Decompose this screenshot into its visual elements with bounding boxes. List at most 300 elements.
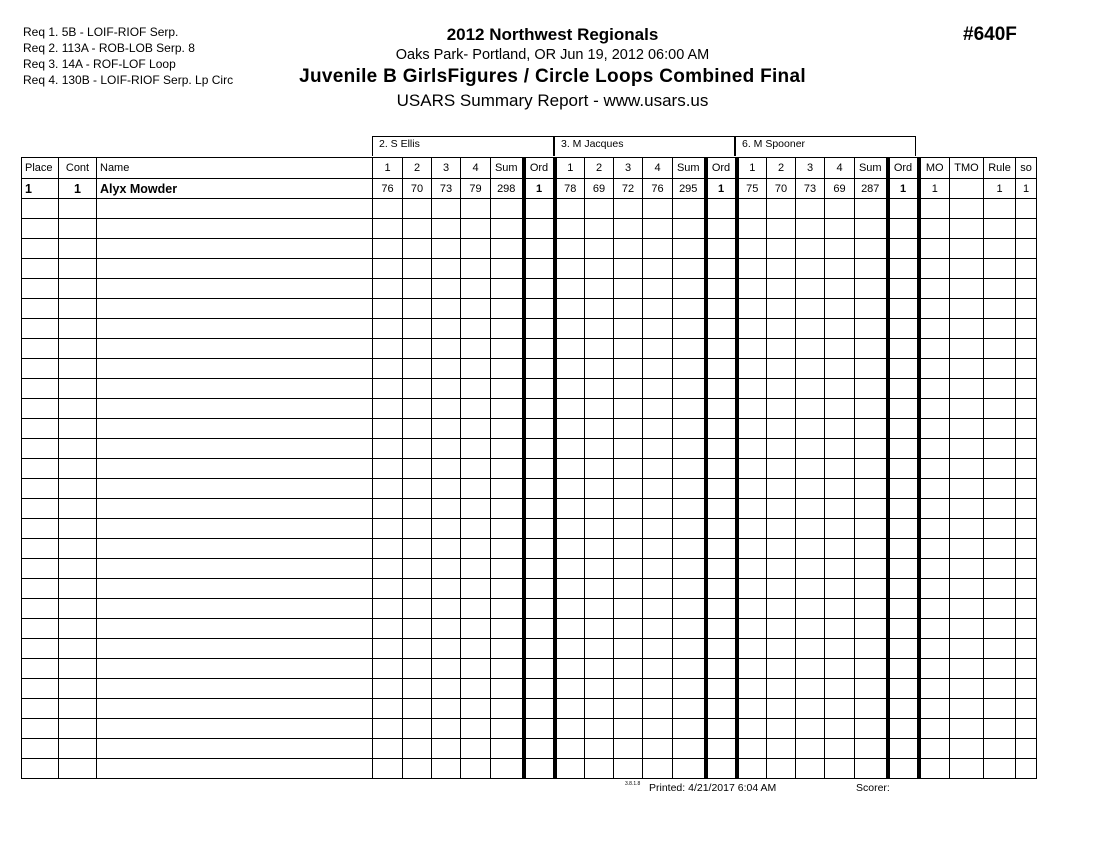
cell-j1-score3: 73 xyxy=(432,179,461,199)
empty-cell xyxy=(585,599,614,619)
header-j2-fig3: 3 xyxy=(614,158,643,179)
empty-cell xyxy=(643,479,673,499)
empty-cell xyxy=(97,239,373,259)
empty-cell xyxy=(373,759,403,779)
empty-cell xyxy=(614,459,643,479)
empty-cell xyxy=(1016,479,1037,499)
empty-cell xyxy=(373,239,403,259)
empty-cell xyxy=(888,559,919,579)
empty-cell xyxy=(855,479,888,499)
empty-cell xyxy=(461,539,491,559)
empty-cell xyxy=(796,339,825,359)
empty-cell xyxy=(919,359,950,379)
empty-cell xyxy=(888,419,919,439)
empty-cell xyxy=(555,739,585,759)
empty-cell xyxy=(461,199,491,219)
empty-cell xyxy=(919,399,950,419)
empty-cell xyxy=(403,419,432,439)
empty-cell xyxy=(706,639,737,659)
version-label: 3.8.1.8 xyxy=(625,781,641,787)
empty-cell xyxy=(432,559,461,579)
empty-row xyxy=(22,539,1037,559)
empty-cell xyxy=(706,399,737,419)
empty-cell xyxy=(432,239,461,259)
empty-cell xyxy=(373,399,403,419)
empty-cell xyxy=(767,239,796,259)
empty-cell xyxy=(22,279,59,299)
empty-cell xyxy=(673,419,706,439)
empty-cell xyxy=(432,619,461,639)
empty-cell xyxy=(59,659,97,679)
empty-cell xyxy=(984,539,1016,559)
empty-cell xyxy=(491,239,524,259)
printed-date: Printed: 4/21/2017 6:04 AM xyxy=(649,782,777,794)
empty-cell xyxy=(432,219,461,239)
empty-cell xyxy=(855,439,888,459)
empty-cell xyxy=(706,219,737,239)
empty-cell xyxy=(22,199,59,219)
empty-cell xyxy=(825,199,855,219)
empty-row xyxy=(22,619,1037,639)
empty-cell xyxy=(461,259,491,279)
empty-cell xyxy=(432,539,461,559)
empty-cell xyxy=(59,559,97,579)
empty-cell xyxy=(491,199,524,219)
empty-cell xyxy=(432,479,461,499)
empty-cell xyxy=(555,399,585,419)
empty-cell xyxy=(97,279,373,299)
empty-cell xyxy=(855,399,888,419)
empty-cell xyxy=(22,699,59,719)
empty-cell xyxy=(855,419,888,439)
empty-cell xyxy=(643,659,673,679)
empty-cell xyxy=(22,339,59,359)
empty-cell xyxy=(643,239,673,259)
empty-cell xyxy=(524,699,555,719)
empty-cell xyxy=(984,379,1016,399)
empty-cell xyxy=(373,459,403,479)
empty-cell xyxy=(796,639,825,659)
empty-cell xyxy=(767,399,796,419)
empty-cell xyxy=(919,699,950,719)
empty-cell xyxy=(984,719,1016,739)
empty-cell xyxy=(97,759,373,779)
empty-cell xyxy=(919,419,950,439)
empty-cell xyxy=(491,319,524,339)
empty-cell xyxy=(888,499,919,519)
empty-cell xyxy=(403,299,432,319)
empty-cell xyxy=(796,459,825,479)
empty-cell xyxy=(585,199,614,219)
empty-cell xyxy=(673,239,706,259)
empty-cell xyxy=(673,719,706,739)
header-j1-fig3: 3 xyxy=(432,158,461,179)
empty-cell xyxy=(461,579,491,599)
empty-cell xyxy=(855,719,888,739)
empty-cell xyxy=(950,519,984,539)
empty-cell xyxy=(888,639,919,659)
empty-cell xyxy=(373,679,403,699)
empty-cell xyxy=(950,239,984,259)
empty-cell xyxy=(555,479,585,499)
empty-cell xyxy=(59,339,97,359)
empty-cell xyxy=(767,359,796,379)
empty-cell xyxy=(767,519,796,539)
empty-cell xyxy=(825,379,855,399)
empty-cell xyxy=(643,359,673,379)
empty-cell xyxy=(767,639,796,659)
empty-cell xyxy=(432,519,461,539)
empty-cell xyxy=(919,459,950,479)
empty-cell xyxy=(737,519,767,539)
empty-cell xyxy=(950,539,984,559)
empty-cell xyxy=(825,619,855,639)
empty-cell xyxy=(524,739,555,759)
empty-cell xyxy=(461,279,491,299)
empty-cell xyxy=(643,759,673,779)
empty-cell xyxy=(491,419,524,439)
empty-cell xyxy=(432,339,461,359)
empty-cell xyxy=(855,199,888,219)
empty-cell xyxy=(855,599,888,619)
empty-cell xyxy=(673,479,706,499)
empty-cell xyxy=(888,299,919,319)
cell-j2-score4: 76 xyxy=(643,179,673,199)
empty-cell xyxy=(673,659,706,679)
empty-cell xyxy=(673,559,706,579)
empty-cell xyxy=(373,579,403,599)
empty-cell xyxy=(22,459,59,479)
empty-cell xyxy=(950,559,984,579)
empty-cell xyxy=(737,619,767,639)
empty-cell xyxy=(491,279,524,299)
empty-cell xyxy=(919,639,950,659)
empty-cell xyxy=(614,539,643,559)
empty-cell xyxy=(59,679,97,699)
header-j1-fig1: 1 xyxy=(373,158,403,179)
empty-cell xyxy=(59,639,97,659)
empty-cell xyxy=(22,519,59,539)
empty-cell xyxy=(373,359,403,379)
empty-cell xyxy=(585,519,614,539)
empty-cell xyxy=(796,559,825,579)
empty-cell xyxy=(555,419,585,439)
empty-cell xyxy=(919,279,950,299)
empty-cell xyxy=(585,639,614,659)
empty-cell xyxy=(491,539,524,559)
empty-cell xyxy=(461,339,491,359)
empty-cell xyxy=(432,759,461,779)
empty-cell xyxy=(585,619,614,639)
empty-cell xyxy=(984,479,1016,499)
empty-cell xyxy=(585,379,614,399)
empty-cell xyxy=(555,759,585,779)
empty-cell xyxy=(555,559,585,579)
empty-cell xyxy=(524,379,555,399)
cell-j2-score3: 72 xyxy=(614,179,643,199)
empty-cell xyxy=(555,639,585,659)
header-j2-ord: Ord xyxy=(706,158,737,179)
empty-cell xyxy=(796,499,825,519)
empty-cell xyxy=(825,579,855,599)
empty-cell xyxy=(22,679,59,699)
empty-cell xyxy=(59,719,97,739)
empty-cell xyxy=(737,719,767,739)
empty-cell xyxy=(643,619,673,639)
empty-cell xyxy=(614,439,643,459)
empty-cell xyxy=(491,499,524,519)
empty-cell xyxy=(796,599,825,619)
empty-cell xyxy=(950,479,984,499)
empty-cell xyxy=(22,319,59,339)
empty-cell xyxy=(825,439,855,459)
empty-cell xyxy=(1016,359,1037,379)
empty-cell xyxy=(97,739,373,759)
empty-cell xyxy=(97,659,373,679)
empty-cell xyxy=(59,499,97,519)
empty-cell xyxy=(643,699,673,719)
empty-cell xyxy=(59,419,97,439)
empty-cell xyxy=(461,719,491,739)
empty-cell xyxy=(706,379,737,399)
empty-cell xyxy=(855,659,888,679)
empty-cell xyxy=(643,499,673,519)
empty-cell xyxy=(767,319,796,339)
empty-cell xyxy=(97,559,373,579)
cell-j2-sum: 295 xyxy=(673,179,706,199)
empty-cell xyxy=(984,599,1016,619)
empty-cell xyxy=(673,699,706,719)
empty-cell xyxy=(614,759,643,779)
empty-cell xyxy=(403,479,432,499)
empty-cell xyxy=(984,759,1016,779)
empty-cell xyxy=(855,299,888,319)
empty-cell xyxy=(767,579,796,599)
empty-cell xyxy=(524,759,555,779)
empty-cell xyxy=(950,619,984,639)
empty-cell xyxy=(614,359,643,379)
empty-cell xyxy=(706,499,737,519)
empty-cell xyxy=(22,619,59,639)
empty-cell xyxy=(524,239,555,259)
empty-cell xyxy=(555,579,585,599)
empty-cell xyxy=(524,679,555,699)
empty-cell xyxy=(643,559,673,579)
empty-cell xyxy=(403,639,432,659)
header-cont: Cont xyxy=(59,158,97,179)
empty-cell xyxy=(984,199,1016,219)
cell-j3-score2: 70 xyxy=(767,179,796,199)
empty-cell xyxy=(984,639,1016,659)
empty-cell xyxy=(919,539,950,559)
header-j3-fig2: 2 xyxy=(767,158,796,179)
empty-cell xyxy=(614,719,643,739)
empty-cell xyxy=(1016,459,1037,479)
empty-cell xyxy=(97,459,373,479)
empty-cell xyxy=(737,559,767,579)
empty-cell xyxy=(585,479,614,499)
empty-cell xyxy=(491,719,524,739)
empty-cell xyxy=(585,499,614,519)
empty-cell xyxy=(403,739,432,759)
empty-cell xyxy=(950,759,984,779)
empty-cell xyxy=(59,259,97,279)
empty-cell xyxy=(796,319,825,339)
empty-row xyxy=(22,699,1037,719)
empty-cell xyxy=(59,299,97,319)
empty-cell xyxy=(403,679,432,699)
cell-j2-score1: 78 xyxy=(555,179,585,199)
empty-cell xyxy=(614,259,643,279)
empty-cell xyxy=(706,679,737,699)
empty-cell xyxy=(737,759,767,779)
empty-cell xyxy=(643,739,673,759)
results-body xyxy=(22,179,1037,779)
header-j3-ord: Ord xyxy=(888,158,919,179)
empty-cell xyxy=(97,299,373,319)
empty-cell xyxy=(614,499,643,519)
empty-row xyxy=(22,399,1037,419)
empty-cell xyxy=(825,699,855,719)
empty-cell xyxy=(643,339,673,359)
empty-cell xyxy=(403,659,432,679)
empty-cell xyxy=(59,319,97,339)
empty-cell xyxy=(984,679,1016,699)
empty-row xyxy=(22,599,1037,619)
empty-cell xyxy=(767,219,796,239)
empty-cell xyxy=(461,599,491,619)
empty-cell xyxy=(432,459,461,479)
empty-cell xyxy=(950,219,984,239)
judge-3-header: 6. M Spooner xyxy=(735,136,916,156)
header-j3-sum: Sum xyxy=(855,158,888,179)
empty-row xyxy=(22,259,1037,279)
empty-cell xyxy=(555,319,585,339)
empty-cell xyxy=(643,599,673,619)
empty-cell xyxy=(1016,639,1037,659)
empty-cell xyxy=(737,679,767,699)
empty-cell xyxy=(97,579,373,599)
empty-cell xyxy=(673,199,706,219)
empty-cell xyxy=(673,319,706,339)
empty-cell xyxy=(888,479,919,499)
header-j1-fig4: 4 xyxy=(461,158,491,179)
empty-cell xyxy=(614,279,643,299)
scorer-label: Scorer: xyxy=(856,782,890,794)
empty-row xyxy=(22,459,1037,479)
empty-cell xyxy=(888,759,919,779)
empty-cell xyxy=(22,759,59,779)
empty-cell xyxy=(855,359,888,379)
empty-row xyxy=(22,479,1037,499)
cell-tmo xyxy=(950,179,984,199)
empty-cell xyxy=(1016,619,1037,639)
empty-cell xyxy=(403,379,432,399)
empty-cell xyxy=(59,459,97,479)
empty-cell xyxy=(855,539,888,559)
requirement-4: Req 4. 130B - LOIF-RIOF Serp. Lp Circ xyxy=(23,73,234,87)
empty-cell xyxy=(614,299,643,319)
empty-cell xyxy=(855,239,888,259)
empty-cell xyxy=(919,579,950,599)
empty-cell xyxy=(1016,519,1037,539)
empty-cell xyxy=(888,399,919,419)
table-row xyxy=(22,179,1037,199)
empty-cell xyxy=(97,639,373,659)
cell-j1-sum: 298 xyxy=(491,179,524,199)
empty-cell xyxy=(614,659,643,679)
empty-row xyxy=(22,379,1037,399)
empty-cell xyxy=(706,279,737,299)
empty-cell xyxy=(919,259,950,279)
empty-row xyxy=(22,439,1037,459)
empty-cell xyxy=(950,459,984,479)
empty-cell xyxy=(706,699,737,719)
cell-j2-ord: 1 xyxy=(706,179,737,199)
empty-cell xyxy=(403,499,432,519)
empty-cell xyxy=(461,559,491,579)
header-j1-sum: Sum xyxy=(491,158,524,179)
empty-cell xyxy=(491,439,524,459)
empty-cell xyxy=(737,319,767,339)
empty-cell xyxy=(1016,679,1037,699)
empty-cell xyxy=(825,659,855,679)
empty-cell xyxy=(461,639,491,659)
empty-cell xyxy=(984,439,1016,459)
report-title: USARS Summary Report - www.usars.us xyxy=(396,91,709,110)
empty-cell xyxy=(888,619,919,639)
empty-cell xyxy=(461,379,491,399)
empty-cell xyxy=(767,759,796,779)
empty-cell xyxy=(373,519,403,539)
empty-cell xyxy=(825,299,855,319)
empty-cell xyxy=(585,299,614,319)
empty-cell xyxy=(461,239,491,259)
empty-cell xyxy=(855,499,888,519)
empty-cell xyxy=(796,739,825,759)
cell-j1-score1: 76 xyxy=(373,179,403,199)
header-j1-fig2: 2 xyxy=(403,158,432,179)
empty-cell xyxy=(950,719,984,739)
empty-cell xyxy=(555,679,585,699)
empty-cell xyxy=(22,399,59,419)
empty-cell xyxy=(796,259,825,279)
empty-cell xyxy=(706,359,737,379)
empty-cell xyxy=(97,479,373,499)
empty-cell xyxy=(1016,659,1037,679)
empty-cell xyxy=(555,619,585,639)
empty-cell xyxy=(855,619,888,639)
empty-cell xyxy=(22,419,59,439)
empty-cell xyxy=(796,219,825,239)
empty-cell xyxy=(767,499,796,519)
empty-cell xyxy=(491,679,524,699)
empty-cell xyxy=(950,439,984,459)
empty-cell xyxy=(919,439,950,459)
empty-cell xyxy=(796,579,825,599)
empty-cell xyxy=(22,559,59,579)
empty-cell xyxy=(1016,719,1037,739)
empty-cell xyxy=(1016,399,1037,419)
empty-cell xyxy=(555,339,585,359)
empty-cell xyxy=(432,659,461,679)
empty-cell xyxy=(984,519,1016,539)
empty-cell xyxy=(919,619,950,639)
empty-cell xyxy=(737,259,767,279)
empty-cell xyxy=(22,479,59,499)
empty-row xyxy=(22,559,1037,579)
empty-cell xyxy=(825,599,855,619)
